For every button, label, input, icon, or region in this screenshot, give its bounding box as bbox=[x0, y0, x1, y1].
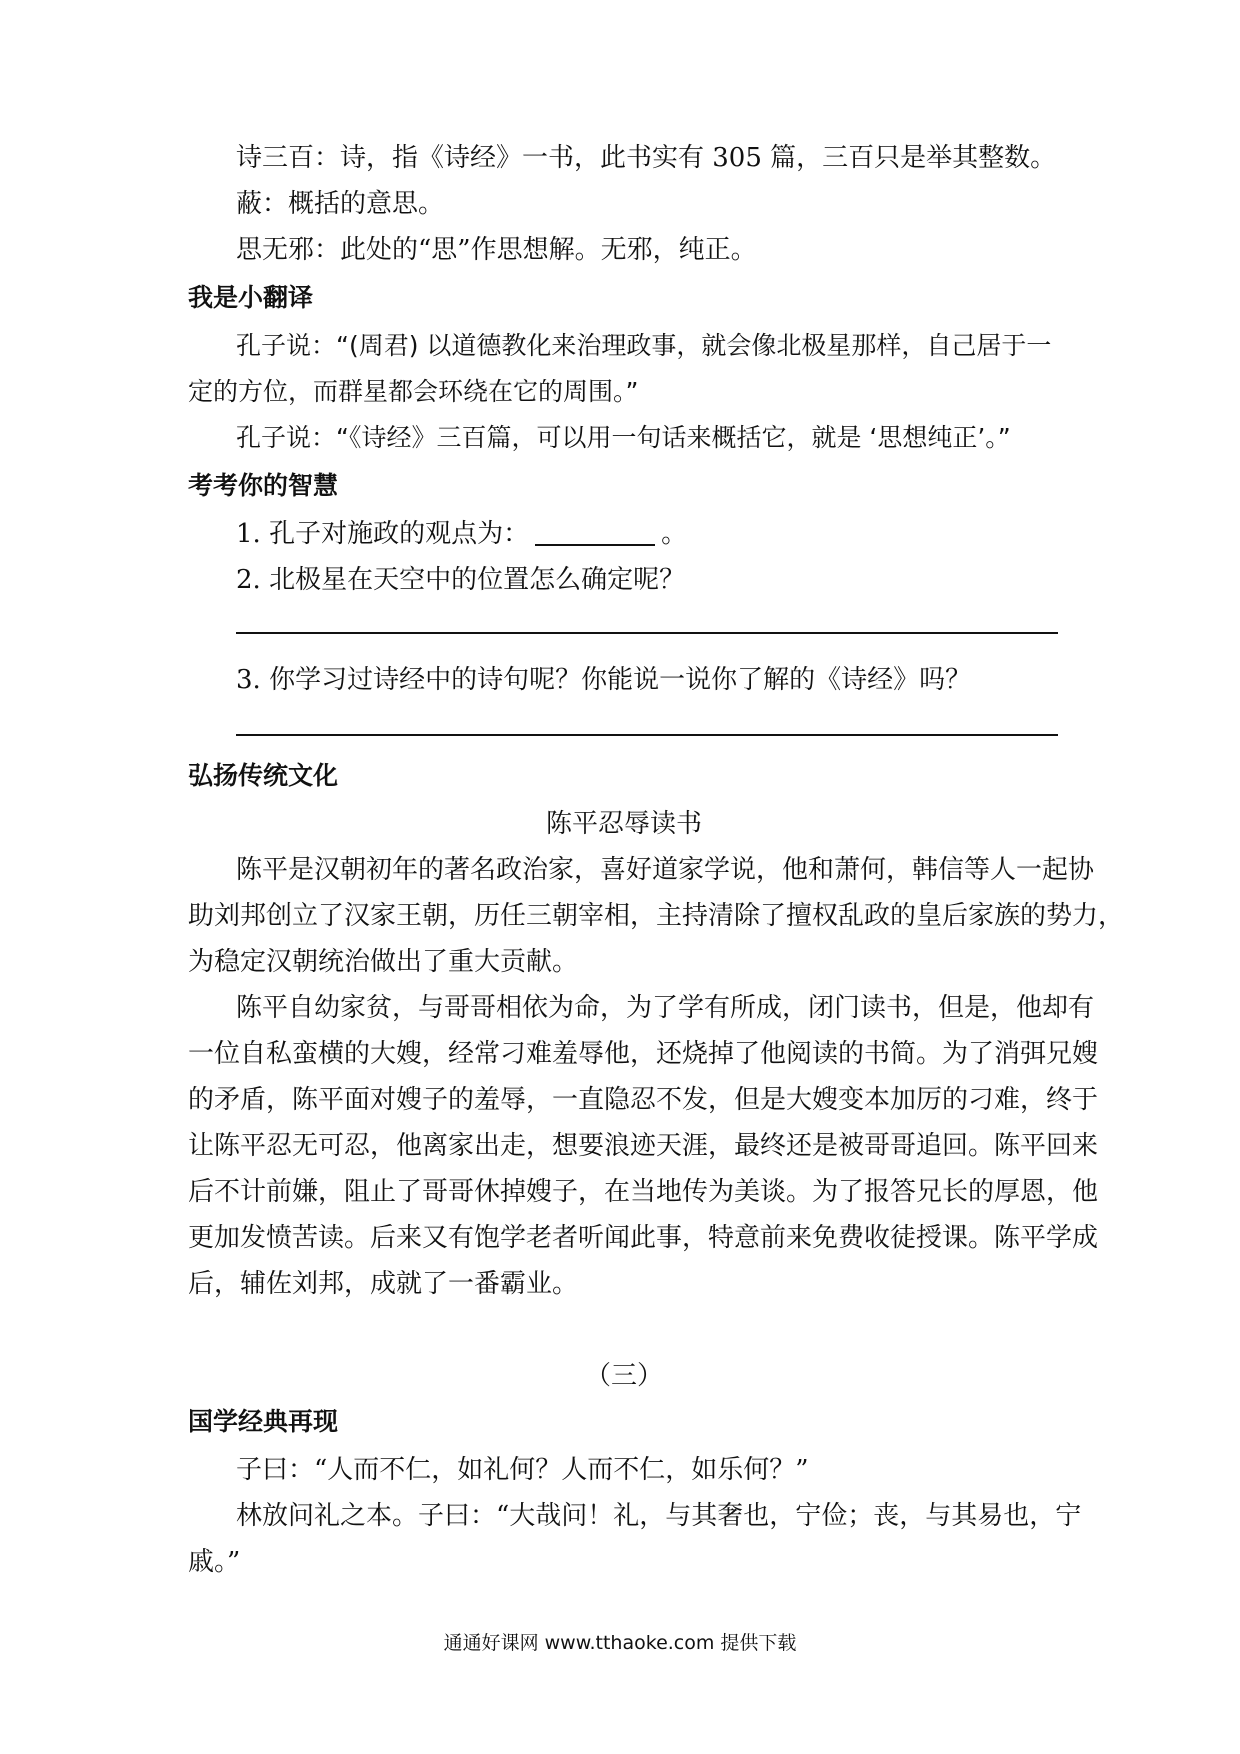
heading-quiz: 考考你的智慧 bbox=[188, 471, 339, 500]
classic-quote-1: 子曰：“人而不仁，如礼何？人而不仁，如乐何？” bbox=[236, 1455, 809, 1485]
story-p1-line: 为稳定汉朝统治做出了重大贡献。 bbox=[188, 947, 579, 977]
answer-blank-1[interactable] bbox=[535, 520, 655, 546]
story-p2-line: 的矛盾，陈平面对嫂子的羞辱，一直隐忍不发，但是大嫂变本加厉的刁难，终于 bbox=[188, 1085, 1099, 1115]
answer-line-3[interactable] bbox=[236, 734, 1058, 736]
question-1 bbox=[236, 516, 687, 552]
story-p2-line: 陈平自幼家贫，与哥哥相依为命，为了学有所成，闭门读书，但是，他却有 bbox=[236, 993, 1095, 1023]
page-footer: 通通好课网 www.tthaoke.com 提供下载 bbox=[443, 1632, 797, 1654]
question-3: 3. 你学习过诗经中的诗句呢？你能说一说你了解的《诗经》吗？ bbox=[236, 665, 972, 695]
question-1-end: 。 bbox=[661, 519, 688, 549]
story-p1-line: 助刘邦创立了汉家王朝，历任三朝宰相，主持清除了擅权乱政的皇后家族的势力， bbox=[188, 901, 1125, 931]
note-bi: 蔽：概括的意思。 bbox=[236, 189, 445, 219]
question-1-text: 1. 孔子对施政的观点为： bbox=[236, 519, 530, 549]
classic-quote-2-line2: 戚。” bbox=[188, 1547, 241, 1577]
story-p1-line: 陈平是汉朝初年的著名政治家，喜好道家学说，他和萧何，韩信等人一起协 bbox=[236, 855, 1095, 885]
story-p2-line: 让陈平忍无可忍，他离家出走，想要浪迹天涯，最终还是被哥哥追回。陈平回来 bbox=[188, 1131, 1099, 1161]
note-shi-san-bai: 诗三百：诗，指《诗经》一书，此书实有 305 篇，三百只是举其整数。 bbox=[236, 143, 1057, 173]
translation-1-line1: 孔子说：“(周君) 以道德教化来治理政事，就会像北极星那样，自己居于一 bbox=[236, 331, 1052, 360]
section-number: （三） bbox=[584, 1361, 663, 1391]
translation-1-line2: 定的方位，而群星都会环绕在它的周围。” bbox=[188, 377, 639, 406]
story-p2-line: 更加发愤苦读。后来又有饱学老者听闻此事，特意前来免费收徒授课。陈平学成 bbox=[188, 1223, 1099, 1253]
story-p2-line: 后不计前嫌，阻止了哥哥休掉嫂子，在当地传为美谈。为了报答兄长的厚恩，他 bbox=[188, 1177, 1099, 1207]
note-si-wu-xie: 思无邪：此处的“思”作思想解。无邪，纯正。 bbox=[236, 235, 757, 265]
story-p2-line: 后，辅佐刘邦，成就了一番霸业。 bbox=[188, 1269, 579, 1299]
heading-translate: 我是小翻译 bbox=[188, 283, 314, 312]
translation-2: 孔子说：“《诗经》三百篇，可以用一句话来概括它，就是 ‘思想纯正’。” bbox=[236, 423, 1011, 452]
story-p2-line: 一位自私蛮横的大嫂，经常刁难羞辱他，还烧掉了他阅读的书简。为了消弭兄嫂 bbox=[188, 1039, 1099, 1069]
classic-quote-2-line1: 林放问礼之本。子曰：“大哉问！礼，与其奢也，宁俭；丧，与其易也，宁 bbox=[236, 1501, 1082, 1531]
heading-classics: 国学经典再现 bbox=[188, 1407, 339, 1436]
story-title: 陈平忍辱读书 bbox=[545, 809, 702, 839]
heading-culture: 弘扬传统文化 bbox=[188, 761, 339, 790]
question-2: 2. 北极星在天空中的位置怎么确定呢？ bbox=[236, 565, 686, 595]
answer-line-2[interactable] bbox=[236, 632, 1058, 634]
